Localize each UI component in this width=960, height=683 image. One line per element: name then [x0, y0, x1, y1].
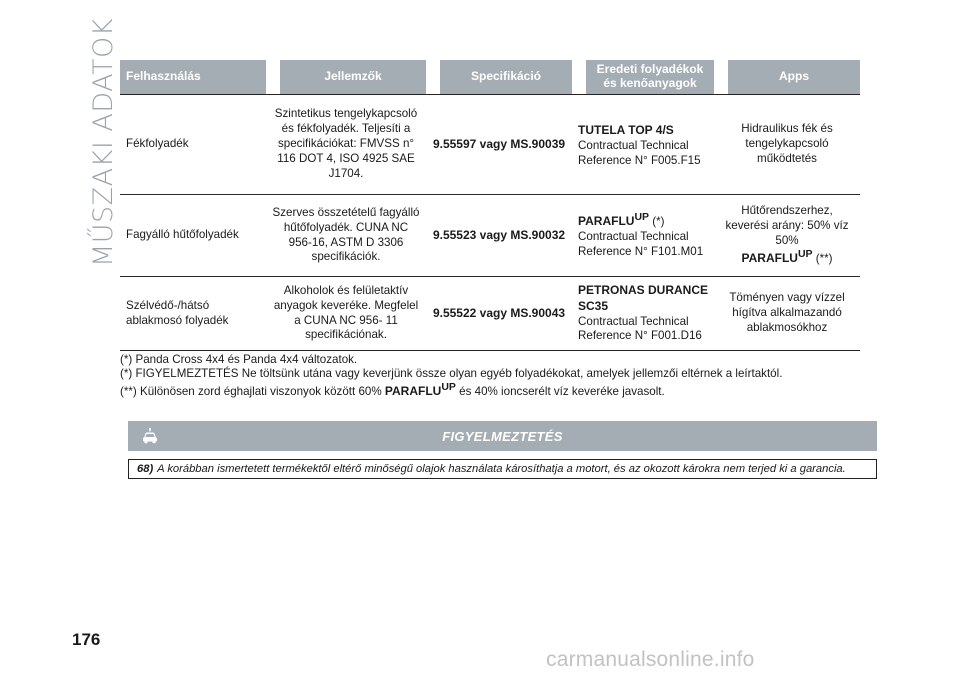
footnotes — [120, 353, 880, 399]
cell-original-fluid — [572, 276, 714, 351]
cell-use: Fagyálló hűtőfolyadék — [120, 194, 266, 276]
application-text: Töményen vagy vízzel hígítva alkalmazandó ablakmosókhoz — [729, 291, 845, 334]
header-use: Felhasználás — [120, 60, 266, 94]
cell-use: Fékfolyadék — [120, 94, 266, 194]
warning-header — [128, 421, 877, 451]
cell-application — [714, 194, 860, 276]
brand-superscript: UP — [441, 380, 456, 393]
brand-name: PARAFLU — [741, 251, 798, 266]
header-specification: Specifikáció — [426, 60, 572, 94]
cell-specification: 9.55522 vagy MS.90043 — [426, 276, 572, 351]
footnote-3-tail: és 40% ioncserélt víz keveréke javasolt. — [459, 384, 665, 398]
header-applications: Apps — [714, 60, 860, 94]
page-number: 176 — [72, 630, 101, 649]
footnote-1: (*) Panda Cross 4x4 és Panda 4x4 változatok. — [120, 353, 358, 366]
footnote-3 — [120, 381, 880, 399]
table-row — [120, 276, 860, 351]
technical-reference: Contractual Technical Reference N° F001.D16 — [578, 314, 702, 343]
brand-name: PETRONAS DURANCE SC35 — [578, 282, 709, 313]
watermark: carmanualsonline.info — [546, 648, 755, 671]
application-text: Hidraulikus fék és tengelykapcsoló működtetés — [741, 122, 833, 165]
technical-reference: Contractual Technical Reference N° F005.F15 — [578, 139, 701, 167]
brand-name: TUTELA TOP 4/S — [578, 123, 674, 138]
cell-characteristics: Alkoholok és felületaktív anyagok keveréke. Megfelel a CUNA NC 956- 11 specifikációnak. — [266, 276, 426, 351]
warning-text: A korábban ismertetett termékektől eltérő minőségű olajok használata károsíthatja a motort, és az okozott károkra nem terjed ki a garancia. — [157, 463, 846, 475]
section-title — [83, 17, 125, 268]
cell-specification: 9.55523 vagy MS.90032 — [426, 194, 572, 276]
cell-application — [714, 94, 860, 194]
cell-use: Szélvédő-/hátsó ablakmosó folyadék — [120, 276, 266, 351]
footnote-mark: (*) — [649, 215, 665, 229]
cell-application — [714, 276, 860, 351]
brand-superscript: UP — [634, 211, 650, 224]
brand-name: PARAFLU — [578, 214, 635, 229]
table-row — [120, 94, 860, 194]
warning-number: 68) — [137, 463, 154, 475]
fluids-table — [120, 60, 860, 351]
footnote-mark: (**) — [812, 252, 833, 266]
warning-title: FIGYELMEZTETÉS — [442, 428, 563, 444]
brand-name: PARAFLU — [384, 383, 442, 398]
cell-original-fluid — [572, 94, 714, 194]
header-characteristics: Jellemzők — [266, 60, 426, 94]
section-title-text: MŰSZAKI ADATOK — [88, 17, 120, 268]
footnote-3-text: (**) Különösen zord éghajlati viszonyok között 60% — [120, 384, 382, 398]
brand-superscript: UP — [797, 248, 813, 261]
technical-reference: Contractual Technical Reference N° F101.M01 — [578, 230, 704, 258]
footnote-2: (*) FIGYELMEZTETÉS Ne töltsünk utána vagy keverjünk össze olyan egyéb folyadékokat, amelyek jellemzői eltérnek a leírtaktól. — [120, 366, 783, 380]
header-original-fluids: Eredeti folyadékok és kenőanyagok — [572, 60, 714, 94]
car-warning-icon — [140, 426, 160, 446]
cell-characteristics: Szerves összetételű fagyálló hűtőfolyadék. CUNA NC 956-16, ASTM D 3306 specifikációk. — [266, 194, 426, 276]
cell-specification: 9.55597 vagy MS.90039 — [426, 94, 572, 194]
cell-original-fluid — [572, 194, 714, 276]
warning-box — [128, 459, 877, 479]
table-header-row — [120, 60, 860, 94]
cell-characteristics: Szintetikus tengelykapcsoló és fékfolyadék. Teljesíti a specifikációkat: FMVSS n° 116 DOT 4, ISO 4925 SAE J1704. — [266, 94, 426, 194]
table-row — [120, 194, 860, 276]
application-text: Hűtőrendszerhez, keverési arány: 50% víz 50% — [725, 203, 849, 247]
